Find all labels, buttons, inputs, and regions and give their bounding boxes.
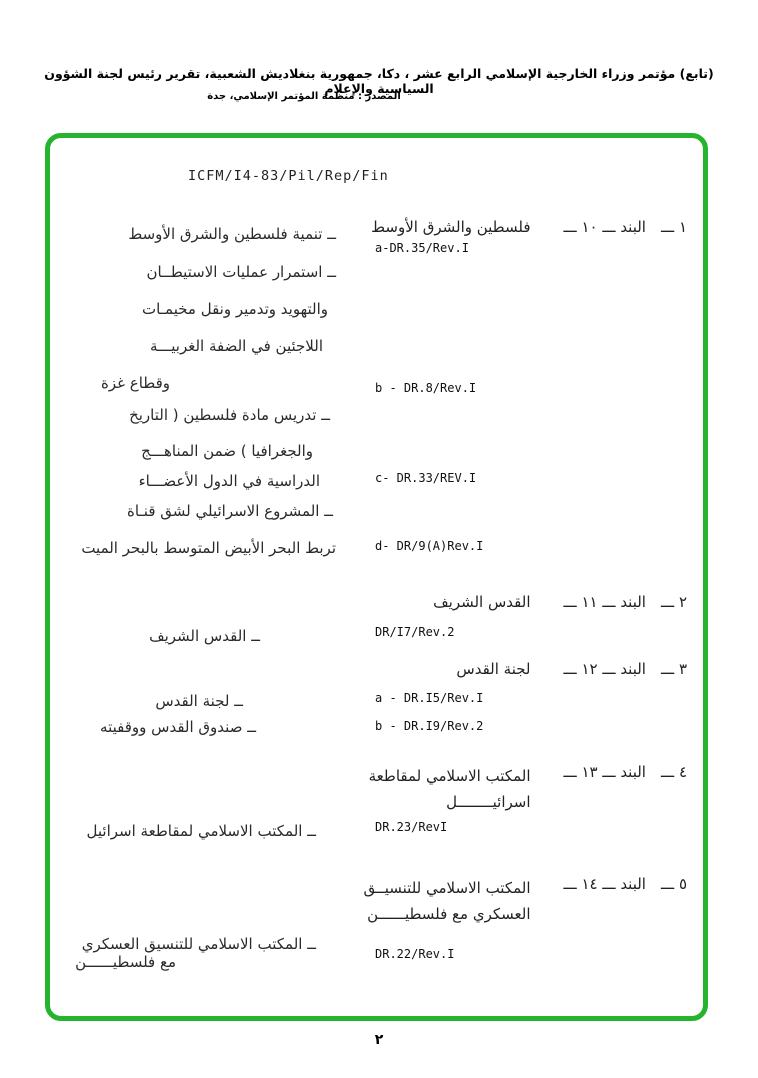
- agenda-item-1-heading: [371, 218, 687, 236]
- item-3-number: ٣ ـــ: [660, 660, 687, 678]
- item-1-number: ١ ـــ: [660, 218, 687, 236]
- item-1-text-line: والتهويد وتدمير ونقل مخيمـات: [141, 300, 328, 318]
- agenda-item-5-heading: [363, 875, 687, 927]
- item-4-title: [369, 763, 531, 815]
- item-2-number: ٢ ـــ: [660, 593, 687, 611]
- item-1-text-line: ــ تدريس مادة فلسطين ( التاريخ: [129, 406, 330, 424]
- item-5-band: البند ـــ ١٤ ـــ: [563, 875, 646, 893]
- item-2-title: القدس الشريف: [433, 593, 531, 611]
- item-1-text-line: ــ استمرار عمليات الاستيطــان: [146, 263, 336, 281]
- item-1-text-line: تربط البحر الأبيض المتوسط بالبحر الميت: [81, 539, 336, 557]
- item-4-title-line-1: المكتب الاسلامي لمقاطعة: [368, 767, 531, 785]
- document-source-line: المصدر : منظمة المؤتمر الإسلامي، جدة: [207, 91, 401, 102]
- item-4-number: ٤ ـــ: [660, 763, 687, 781]
- item-1-text-line: وقطاع غزة: [101, 374, 170, 392]
- item-3-text-line: ــ صندوق القدس ووقفيته: [100, 718, 256, 736]
- item-1-text-line: اللاجئين في الضفة الغربيـــة: [150, 337, 323, 355]
- item-5-ref: DR.22/Rev.I: [375, 947, 455, 961]
- item-1-text-line: ــ تنمية فلسطين والشرق الأوسط: [128, 225, 336, 243]
- item-5-text-line: ــ المكتب الاسلامي للتنسيق العسكري: [81, 935, 316, 953]
- item-3-title: لجنة القدس: [456, 660, 531, 678]
- item-1-ref-c: c- DR.33/REV.I: [375, 471, 477, 485]
- item-4-band: البند ـــ ١٣ ـــ: [563, 763, 646, 781]
- item-5-title-line-1: المكتب الاسلامي للتنسيــق: [363, 879, 531, 897]
- agenda-item-3-heading: [456, 660, 687, 678]
- item-4-title-line-2: اسرائيــــــــل: [446, 793, 531, 811]
- item-3-text-line: ــ لجنة القدس: [155, 692, 243, 710]
- item-5-title-line-2: العسكري مع فلسطيــــــن: [367, 905, 531, 923]
- item-3-ref-a: a - DR.I5/Rev.I: [375, 691, 484, 705]
- item-3-ref-b: b - DR.I9/Rev.2: [375, 719, 484, 733]
- item-5-title: [363, 875, 530, 927]
- item-1-ref-b: b - DR.8/Rev.I: [375, 381, 477, 395]
- item-2-text-line: ــ القدس الشريف: [149, 627, 260, 645]
- item-4-ref: DR.23/RevI: [375, 820, 448, 834]
- item-1-text-line: ــ المشروع الاسرائيلي لشق قنـاة: [126, 502, 333, 520]
- item-2-ref: DR/I7/Rev.2: [375, 625, 455, 639]
- item-5-text-line: مع فلسطيــــــن: [75, 953, 176, 971]
- item-1-text-line: والجغرافيا ) ضمن المناهـــج: [141, 442, 313, 460]
- item-5-number: ٥ ـــ: [660, 875, 687, 893]
- item-1-ref-d: d- DR/9(A)Rev.I: [375, 539, 484, 553]
- agenda-item-4-heading: [369, 763, 687, 815]
- item-4-text-line: ــ المكتب الاسلامي لمقاطعة اسرائيل: [86, 822, 316, 840]
- agenda-item-2-heading: [433, 593, 687, 611]
- green-highlight-frame: [45, 133, 708, 1021]
- page-number: ٢: [374, 1032, 384, 1048]
- document-reference-code: ICFM/I4-83/Pil/Rep/Fin: [188, 168, 389, 184]
- item-1-ref-a: a-DR.35/Rev.I: [375, 241, 469, 255]
- item-2-band: البند ـــ ١١ ـــ: [563, 593, 646, 611]
- document-header-title: (تابع) مؤتمر وزراء الخارجية الإسلامي الرابع عشر ، دكا، جمهورية بنغلاديش الشعبية، تقرير رئيس لجنة الشؤون السياسية والإعلام: [44, 66, 714, 96]
- item-3-band: البند ـــ ١٢ ـــ: [563, 660, 646, 678]
- item-1-title: فلسطين والشرق الأوسط: [371, 218, 531, 236]
- item-1-band: البند ـــ ١٠ ـــ: [563, 218, 646, 236]
- item-1-text-line: الدراسية في الدول الأعضـــاء: [138, 472, 320, 490]
